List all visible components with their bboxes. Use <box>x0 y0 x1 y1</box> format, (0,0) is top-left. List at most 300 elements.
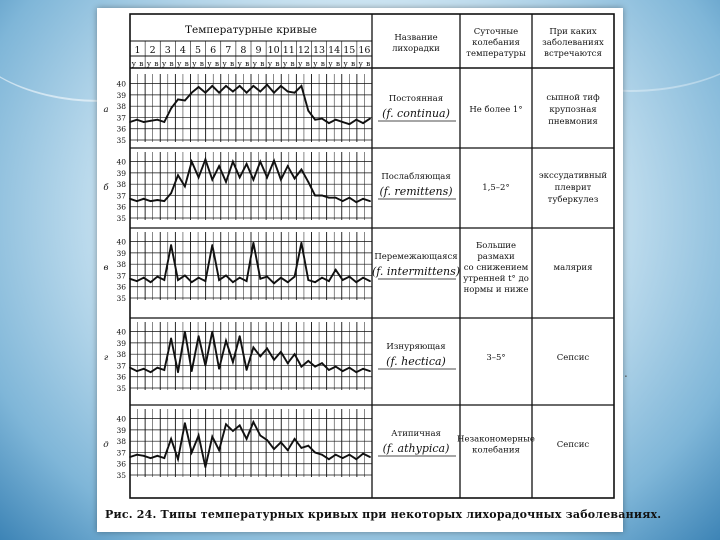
column-header-fever: лихорадки <box>392 44 440 54</box>
temperature-point <box>198 335 200 337</box>
temperature-point <box>321 454 323 456</box>
time-of-day-label: у <box>282 59 288 68</box>
temperature-point <box>342 200 344 202</box>
y-tick-label: 39 <box>116 248 126 258</box>
temperature-point <box>129 456 131 458</box>
time-of-day-label: у <box>161 59 167 68</box>
y-tick-label: 40 <box>116 237 126 247</box>
temperature-point <box>273 282 275 284</box>
temperature-point <box>355 119 357 121</box>
time-of-day-label: в <box>184 59 189 68</box>
temperature-point <box>280 277 282 279</box>
temperature-point <box>342 370 344 372</box>
day-number-label: 14 <box>328 45 341 56</box>
fever-name: Постоянная <box>388 94 444 104</box>
day-number-label: 1 <box>134 45 141 56</box>
temperature-point <box>205 365 207 367</box>
temperature-point <box>328 197 330 199</box>
disease-text: плеврит <box>554 183 592 193</box>
column-header-fever: Название <box>394 33 438 43</box>
y-tick-label: 38 <box>116 180 126 190</box>
temperature-point <box>136 200 138 202</box>
temperature-point <box>362 277 364 279</box>
temperature-point <box>253 85 255 87</box>
temperature-point <box>170 108 172 110</box>
temperature-point <box>150 457 152 459</box>
panel-letter: в <box>103 263 109 274</box>
daily-fluctuation-text: Большие <box>476 241 516 251</box>
column-header-fluctuation: температуры <box>466 49 526 59</box>
y-tick-label: 37 <box>116 448 126 458</box>
temperature-point <box>218 449 220 451</box>
disease-text: сыпной тиф <box>546 93 600 103</box>
temperature-point <box>157 276 159 278</box>
time-of-day-label: у <box>267 59 273 68</box>
temperature-point <box>349 123 351 125</box>
y-tick-label: 39 <box>116 425 126 435</box>
day-number-label: 7 <box>225 45 232 56</box>
temperature-point <box>191 370 193 372</box>
day-number-label: 3 <box>164 45 171 56</box>
temperature-point <box>321 195 323 197</box>
disease-text: Сепсис <box>556 440 590 450</box>
temperature-point <box>136 370 138 372</box>
temperature-point <box>294 178 296 180</box>
temperature-point <box>129 198 131 200</box>
temperature-point <box>205 159 207 161</box>
temperature-point <box>136 119 138 121</box>
day-number-label: 9 <box>255 45 262 56</box>
time-of-day-label: в <box>290 59 295 68</box>
y-tick-label: 39 <box>116 90 126 100</box>
y-tick-label: 35 <box>116 136 126 145</box>
day-number-label: 2 <box>149 45 156 56</box>
temperature-point <box>225 340 227 342</box>
figure-sheet <box>97 8 662 532</box>
temperature-point <box>307 279 309 281</box>
figure-caption: Рис. 24. Типы температурных кривых при некоторых лихорадочных заболеваниях. <box>105 508 662 521</box>
temperature-point <box>349 367 351 369</box>
temperature-point <box>184 275 186 277</box>
temperature-point <box>184 186 186 188</box>
temperature-point <box>253 421 255 423</box>
temperature-point <box>355 281 357 283</box>
y-tick-label: 40 <box>116 157 126 167</box>
column-header-diseases: При каких <box>549 27 597 37</box>
temperature-point <box>157 199 159 201</box>
y-tick-label: 36 <box>116 124 126 134</box>
temperature-point <box>232 361 234 363</box>
temperature-point <box>335 119 337 121</box>
daily-fluctuation-text: Незакономерные <box>457 434 535 445</box>
y-tick-label: 36 <box>116 459 126 469</box>
temperature-point <box>314 195 316 197</box>
daily-fluctuation-text: размахи <box>477 252 515 262</box>
time-of-day-label: у <box>176 59 182 68</box>
temperature-point <box>218 92 220 94</box>
y-tick-label: 39 <box>116 168 126 178</box>
temperature-point <box>136 280 138 282</box>
temperature-point <box>143 198 145 200</box>
temperature-point <box>328 458 330 460</box>
temperature-point <box>349 197 351 199</box>
temperature-curves-chart <box>97 8 623 502</box>
temperature-point <box>369 200 371 202</box>
temperature-point <box>287 449 289 451</box>
temperature-point <box>321 277 323 279</box>
temperature-point <box>170 192 172 194</box>
temperature-point <box>273 359 275 361</box>
temperature-point <box>280 441 282 443</box>
temperature-point <box>280 179 282 181</box>
temperature-point <box>232 281 234 283</box>
temperature-point <box>129 121 131 123</box>
y-tick-label: 40 <box>116 327 126 337</box>
temperature-point <box>246 92 248 94</box>
temperature-point <box>355 201 357 203</box>
temperature-point <box>369 280 371 282</box>
disease-text: Сепсис <box>556 353 590 363</box>
temperature-point <box>307 110 309 112</box>
temperature-point <box>273 160 275 162</box>
y-tick-label: 37 <box>116 113 126 123</box>
temperature-point <box>150 200 152 202</box>
time-of-day-label: у <box>237 59 242 68</box>
temperature-point <box>170 244 172 246</box>
temperature-point <box>280 85 282 87</box>
temperature-point <box>191 161 193 163</box>
y-tick-label: 38 <box>116 350 126 360</box>
temperature-point <box>198 177 200 179</box>
column-header-diseases: встречаются <box>544 49 602 59</box>
temperature-point <box>253 242 255 244</box>
temperature-point <box>157 367 159 369</box>
y-tick-label: 39 <box>116 338 126 348</box>
daily-fluctuation-text: утренней t° до <box>463 274 529 284</box>
temperature-point <box>170 338 172 340</box>
temperature-point <box>273 92 275 94</box>
daily-fluctuation-text: Не более 1° <box>469 105 523 115</box>
temperature-point <box>259 91 261 93</box>
panel-letter: б <box>103 183 109 194</box>
temperature-point <box>184 100 186 102</box>
temperature-point <box>205 466 207 468</box>
fever-name: Перемежающаяся <box>374 252 458 262</box>
daily-fluctuation-text: 1,5–2° <box>482 183 510 193</box>
column-header-diseases: заболеваниях <box>542 38 604 48</box>
temperature-point <box>211 244 213 246</box>
temperature-point <box>259 435 261 437</box>
day-number-label: 8 <box>240 45 247 56</box>
temperature-point <box>314 119 316 121</box>
time-of-day-label: в <box>366 59 371 68</box>
temperature-point <box>328 122 330 124</box>
y-tick-label: 37 <box>116 191 126 201</box>
temperature-point <box>129 278 131 280</box>
temperature-point <box>266 84 268 86</box>
time-of-day-label: у <box>358 59 363 68</box>
day-number-label: 16 <box>358 45 371 56</box>
time-of-day-label: в <box>154 59 159 68</box>
time-of-day-label: у <box>328 59 333 68</box>
day-number-label: 10 <box>267 45 280 56</box>
time-of-day-label: у <box>313 59 318 68</box>
temperature-point <box>321 362 323 364</box>
temperature-point <box>246 163 248 165</box>
time-of-day-label: в <box>229 59 235 68</box>
temperature-point <box>301 169 303 171</box>
temperature-point <box>328 369 330 371</box>
time-of-day-label: у <box>297 59 303 68</box>
y-tick-label: 37 <box>116 271 126 281</box>
temperature-point <box>232 161 234 163</box>
y-tick-label: 36 <box>116 372 126 382</box>
y-tick-label: 35 <box>116 471 126 480</box>
temperature-point <box>157 119 159 121</box>
temperature-point <box>301 447 303 449</box>
time-of-day-label: в <box>245 59 250 68</box>
y-tick-label: 36 <box>116 202 126 212</box>
disease-text: пневмония <box>548 117 598 127</box>
temperature-point <box>184 422 186 424</box>
temperature-point <box>369 118 371 120</box>
temperature-point <box>170 438 172 440</box>
time-of-day-label: у <box>222 59 227 68</box>
temperature-point <box>287 91 289 93</box>
temperature-point <box>335 454 337 456</box>
temperature-point <box>191 281 193 283</box>
temperature-point <box>163 121 165 123</box>
temperature-point <box>136 454 138 456</box>
temperature-point <box>211 331 213 333</box>
fever-name: Изнуряющая <box>386 342 446 352</box>
temperature-point <box>177 99 179 101</box>
panel-letter: д <box>103 440 109 451</box>
time-of-day-label: в <box>169 59 174 68</box>
time-of-day-label: в <box>320 59 325 68</box>
temperature-point <box>335 269 337 271</box>
time-of-day-label: в <box>199 59 204 68</box>
temperature-point <box>253 347 255 349</box>
fever-latin-name: (f. hectica) <box>386 355 446 368</box>
temperature-point <box>177 279 179 281</box>
temperature-point <box>314 452 316 454</box>
time-of-day-label: в <box>305 59 310 68</box>
temperature-point <box>280 351 282 353</box>
temperature-point <box>157 455 159 457</box>
temperature-point <box>177 371 179 373</box>
temperature-point <box>301 242 303 244</box>
time-of-day-label: в <box>214 59 220 68</box>
temperature-point <box>191 92 193 94</box>
temperature-point <box>294 438 296 440</box>
y-tick-label: 38 <box>116 102 126 112</box>
temperature-point <box>362 198 364 200</box>
temperature-point <box>259 356 261 358</box>
time-of-day-label: у <box>146 59 152 68</box>
temperature-point <box>198 86 200 88</box>
temperature-point <box>163 369 165 371</box>
temperature-point <box>150 281 152 283</box>
y-tick-label: 36 <box>116 282 126 292</box>
y-tick-label: 35 <box>116 384 126 393</box>
day-number-label: 12 <box>297 45 310 56</box>
temperature-point <box>314 281 316 283</box>
temperature-point <box>232 91 234 93</box>
temperature-point <box>307 445 309 447</box>
temperature-point <box>287 362 289 364</box>
temperature-point <box>143 455 145 457</box>
temperature-point <box>143 368 145 370</box>
disease-text: туберкулез <box>547 195 599 205</box>
disease-text: малярия <box>553 263 593 273</box>
time-of-day-label: в <box>139 59 144 68</box>
temperature-point <box>266 276 268 278</box>
temperature-point <box>307 181 309 183</box>
y-tick-label: 35 <box>116 214 126 223</box>
time-of-day-label: в <box>350 59 356 68</box>
time-of-day-label: в <box>335 59 341 68</box>
temperature-point <box>163 200 165 202</box>
day-number-label: 15 <box>343 45 356 56</box>
temperature-point <box>294 92 296 94</box>
temperature-point <box>307 360 309 362</box>
day-number-label: 6 <box>210 45 217 56</box>
temperature-point <box>143 277 145 279</box>
fever-name: Атипичная <box>391 429 441 439</box>
time-of-day-label: в <box>275 59 280 68</box>
temperature-point <box>239 425 241 427</box>
temperature-point <box>225 275 227 277</box>
temperature-point <box>218 279 220 281</box>
temperature-point <box>259 161 261 163</box>
daily-fluctuation-text: 3–5° <box>486 353 506 363</box>
daily-fluctuation-text: нормы и ниже <box>463 285 529 295</box>
temperature-point <box>150 371 152 373</box>
day-number-label: 11 <box>282 45 295 56</box>
daily-fluctuation-text: со снижением <box>463 263 529 273</box>
temperature-point <box>266 177 268 179</box>
temperature-point <box>266 439 268 441</box>
time-of-day-label: у <box>252 59 257 68</box>
temperature-point <box>198 435 200 437</box>
temperature-point <box>150 120 152 122</box>
time-of-day-label: у <box>343 59 348 68</box>
y-tick-label: 35 <box>116 294 126 303</box>
temperature-point <box>218 368 220 370</box>
y-tick-label: 38 <box>116 437 126 447</box>
temperature-point <box>253 179 255 181</box>
temperature-point <box>205 92 207 94</box>
temperature-point <box>362 453 364 455</box>
temperature-point <box>211 85 213 87</box>
column-header-fluctuation: Суточные <box>473 27 519 37</box>
temperature-point <box>342 279 344 281</box>
temperature-point <box>273 448 275 450</box>
temperature-point <box>287 281 289 283</box>
temperature-point <box>349 454 351 456</box>
temperature-point <box>294 353 296 355</box>
temperature-point <box>287 165 289 167</box>
fever-latin-name: (f. remittens) <box>379 185 453 198</box>
y-tick-label: 37 <box>116 361 126 371</box>
temperature-point <box>184 331 186 333</box>
y-tick-label: 38 <box>116 260 126 270</box>
day-number-label: 13 <box>313 45 326 56</box>
day-number-label: 5 <box>195 45 202 56</box>
temperature-point <box>225 85 227 87</box>
y-tick-label: 40 <box>116 414 126 424</box>
temperature-point <box>301 85 303 87</box>
chart-title: Температурные кривые <box>185 24 317 36</box>
temperature-point <box>239 177 241 179</box>
column-header-fluctuation: колебания <box>472 38 520 48</box>
temperature-point <box>349 276 351 278</box>
fever-latin-name: (f. athypica) <box>382 442 450 455</box>
temperature-point <box>198 277 200 279</box>
temperature-point <box>355 371 357 373</box>
temperature-point <box>266 348 268 350</box>
panel-letter: а <box>103 105 109 116</box>
temperature-point <box>143 121 145 123</box>
temperature-point <box>335 197 337 199</box>
temperature-point <box>225 181 227 183</box>
temperature-point <box>211 436 213 438</box>
time-of-day-label: у <box>207 59 212 68</box>
temperature-point <box>294 276 296 278</box>
temperature-point <box>362 122 364 124</box>
temperature-point <box>321 118 323 120</box>
temperature-point <box>342 457 344 459</box>
temperature-point <box>246 438 248 440</box>
temperature-point <box>355 458 357 460</box>
temperature-point <box>328 280 330 282</box>
temperature-point <box>246 280 248 282</box>
temperature-point <box>163 457 165 459</box>
day-number-label: 4 <box>179 45 186 56</box>
temperature-point <box>205 280 207 282</box>
daily-fluctuation-text: колебания <box>472 445 520 456</box>
disease-text: крупозная <box>549 105 597 115</box>
time-of-day-label: у <box>131 59 136 68</box>
temperature-point <box>232 430 234 432</box>
temperature-point <box>369 370 371 372</box>
temperature-point <box>314 366 316 368</box>
panel-letter: г <box>103 353 109 364</box>
temperature-point <box>211 179 213 181</box>
temperature-point <box>218 165 220 167</box>
temperature-point <box>177 174 179 176</box>
temperature-point <box>191 452 193 454</box>
temperature-point <box>362 368 364 370</box>
temperature-point <box>239 277 241 279</box>
time-of-day-label: у <box>192 59 197 68</box>
temperature-point <box>342 121 344 123</box>
fever-latin-name: (f. continua) <box>382 107 450 120</box>
temperature-point <box>335 366 337 368</box>
temperature-point <box>369 456 371 458</box>
temperature-point <box>239 85 241 87</box>
fever-latin-name: (f. intermittens) <box>371 265 461 278</box>
fever-name: Послабляющая <box>381 172 451 182</box>
temperature-point <box>225 423 227 425</box>
side-mark: . <box>624 366 628 380</box>
temperature-point <box>259 278 261 280</box>
disease-text: экссудативный <box>538 171 608 181</box>
temperature-point <box>301 366 303 368</box>
temperature-point <box>246 369 248 371</box>
temperature-point <box>129 367 131 369</box>
